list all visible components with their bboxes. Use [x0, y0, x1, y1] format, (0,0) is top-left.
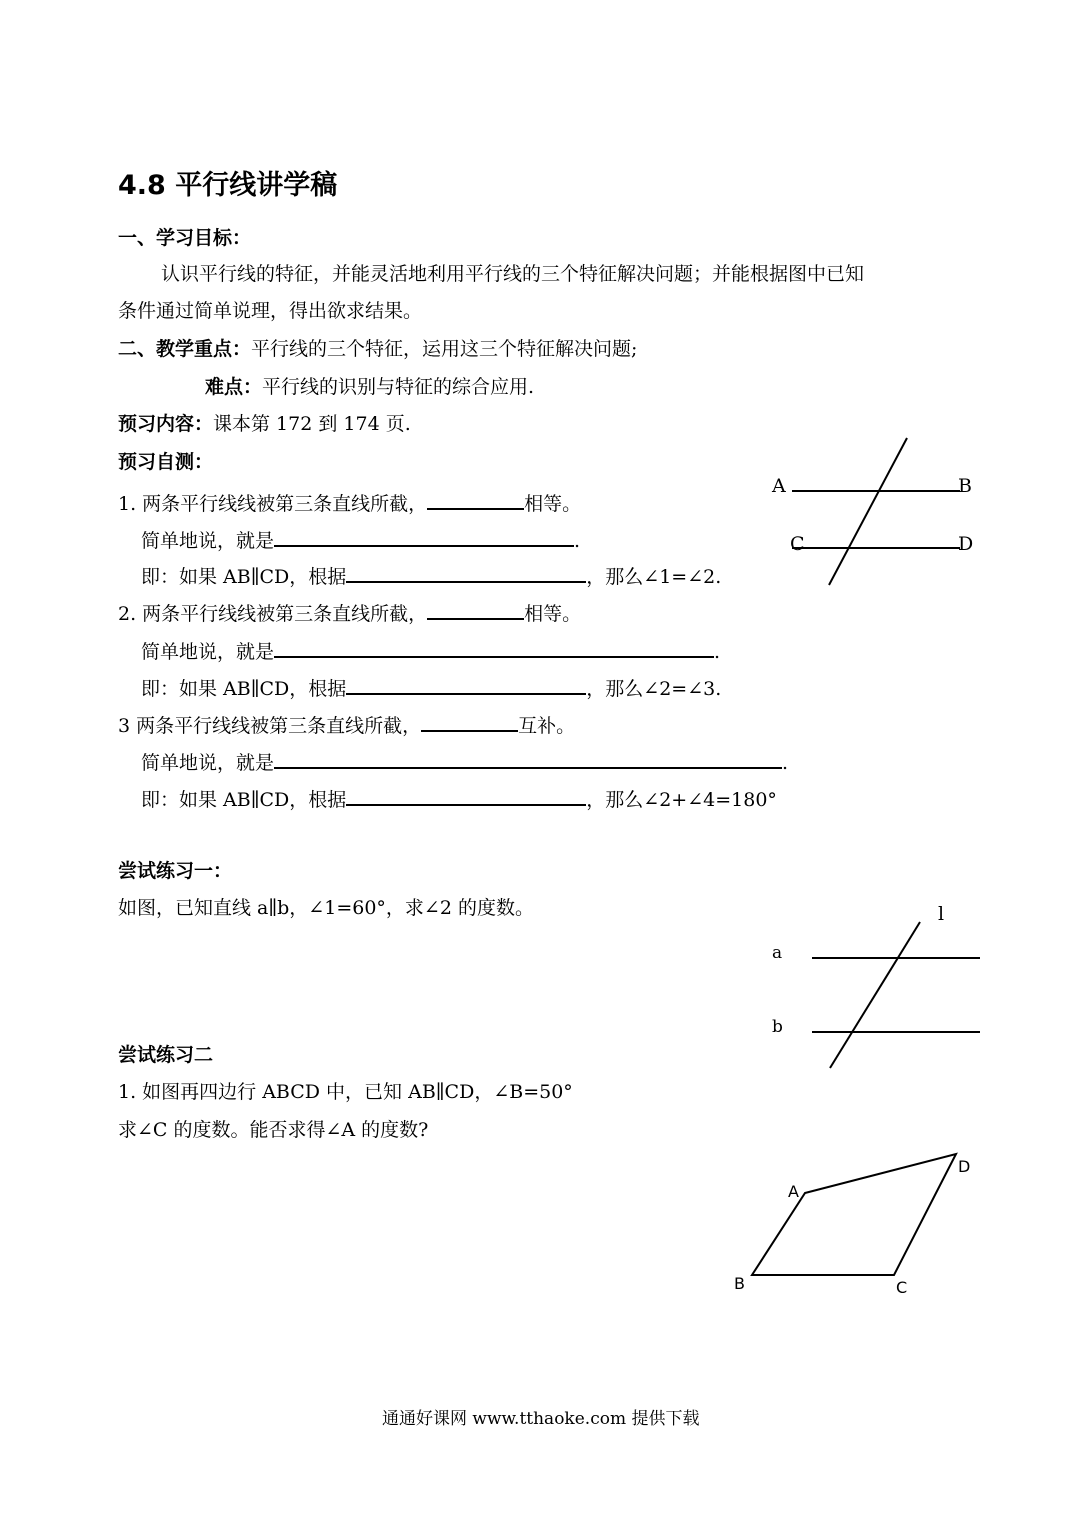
parallel-lines-figure-1 — [760, 430, 990, 590]
label-l: l — [938, 903, 945, 925]
self-test-item-2-summary — [141, 638, 720, 662]
objectives-heading: 一、学习目标： — [118, 227, 252, 249]
preview-heading: 预习内容： — [118, 413, 214, 435]
difficulty-heading: 难点： — [205, 376, 263, 398]
reason-text: 即：如果 AB∥CD，根据 — [141, 678, 347, 700]
answer-blank[interactable] — [346, 563, 586, 583]
question-tail: 相等。 — [524, 603, 582, 625]
self-test-item-3-summary — [141, 749, 788, 773]
label-d: D — [958, 533, 974, 555]
answer-blank[interactable] — [427, 600, 524, 620]
self-test-item-2-reason — [141, 675, 721, 699]
page-title: 4.8 平行线讲学稿 — [118, 170, 338, 201]
label-c: C — [790, 533, 805, 555]
answer-blank[interactable] — [421, 712, 518, 732]
summary-tail: . — [574, 530, 581, 552]
practice-1-text: 如图，已知直线 a∥b，∠1=60°，求∠2 的度数。 — [118, 897, 534, 919]
answer-blank[interactable] — [346, 675, 586, 695]
preview-text: 课本第 172 到 174 页. — [213, 413, 411, 435]
answer-blank[interactable] — [274, 749, 782, 769]
self-test-item-2-question — [118, 600, 581, 624]
question-tail: 相等。 — [524, 493, 582, 515]
practice-2-heading: 尝试练习二 — [118, 1044, 214, 1066]
reason-text: 即：如果 AB∥CD，根据 — [141, 789, 347, 811]
quadrilateral-figure — [720, 1145, 990, 1305]
answer-blank[interactable] — [427, 490, 524, 510]
objectives-line-2: 条件通过简单说理，得出欲求结果。 — [118, 300, 423, 322]
transversal — [829, 438, 907, 585]
summary-text: 简单地说，就是 — [141, 641, 275, 663]
parallel-lines-figure-2 — [760, 900, 990, 1075]
label-a: a — [772, 943, 783, 963]
self-test-item-1-question — [118, 490, 581, 514]
answer-blank[interactable] — [274, 527, 574, 547]
summary-text: 简单地说，就是 — [141, 530, 275, 552]
key-points-text: 平行线的三个特征，运用这三个特征解决问题; — [251, 338, 638, 360]
question-text: 3 两条平行线线被第三条直线所截， — [118, 715, 422, 737]
practice-1-heading: 尝试练习一： — [118, 860, 233, 882]
self-test-item-3-question — [118, 712, 575, 736]
reason-text: 即：如果 AB∥CD，根据 — [141, 566, 347, 588]
label-b: b — [772, 1017, 783, 1037]
key-points-heading: 二、教学重点： — [118, 338, 252, 360]
line-l — [830, 922, 920, 1068]
self-test-item-1-summary — [141, 527, 580, 551]
label-b: B — [958, 475, 972, 497]
quadrilateral-abcd — [752, 1154, 956, 1275]
label-d: D — [958, 1157, 971, 1176]
label-c: C — [896, 1278, 908, 1297]
difficulty-row — [205, 378, 534, 397]
self-test-item-1-reason — [141, 563, 721, 587]
objectives-line-1: 认识平行线的特征，并能灵活地利用平行线的三个特征解决问题；并能根据图中已知 — [161, 263, 865, 285]
practice-2-line-1: 1. 如图再四边行 ABCD 中，已知 AB∥CD，∠B=50° — [118, 1081, 573, 1103]
practice-2-line-2: 求∠C 的度数。能否求得∠A 的度数? — [118, 1119, 429, 1141]
reason-tail: ，那么∠2+∠4=180° — [586, 789, 777, 811]
preview-row — [118, 415, 411, 434]
label-b: B — [734, 1274, 745, 1293]
reason-tail: ，那么∠2=∠3. — [586, 678, 722, 700]
reason-tail: ，那么∠1=∠2. — [586, 566, 722, 588]
key-points-row — [118, 340, 637, 359]
self-test-heading: 预习自测： — [118, 451, 214, 473]
question-text: 2. 两条平行线线被第三条直线所截， — [118, 603, 428, 625]
answer-blank[interactable] — [346, 786, 586, 806]
question-text: 1. 两条平行线线被第三条直线所截， — [118, 493, 428, 515]
answer-blank[interactable] — [274, 638, 714, 658]
question-tail: 互补。 — [518, 715, 576, 737]
summary-text: 简单地说，就是 — [141, 752, 275, 774]
label-a: A — [772, 475, 786, 497]
summary-tail: . — [782, 752, 789, 774]
footer-text: 通通好课网 www.tthaoke.com 提供下载 — [382, 1409, 700, 1429]
summary-tail: . — [714, 641, 721, 663]
label-a: A — [788, 1182, 799, 1201]
difficulty-text: 平行线的识别与特征的综合应用. — [262, 376, 535, 398]
self-test-item-3-reason — [141, 786, 777, 810]
